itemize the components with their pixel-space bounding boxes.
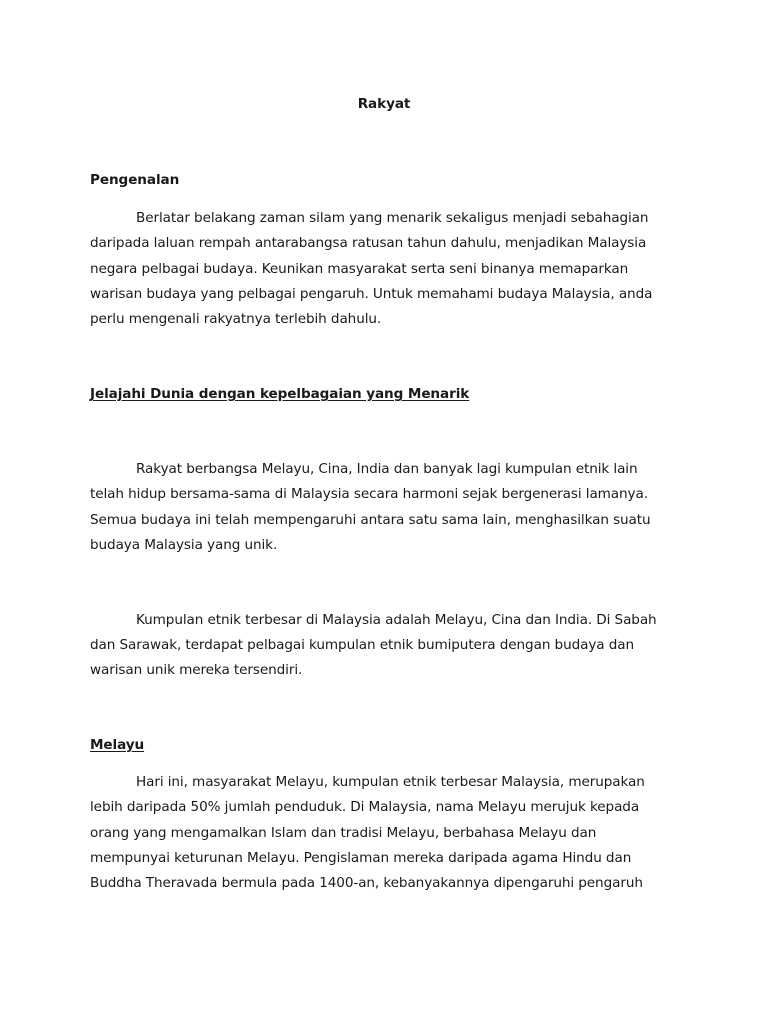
paragraph-line: orang yang mengamalkan Islam dan tradisi Melayu, berbahasa Melayu dan xyxy=(90,825,597,841)
section-heading-pengenalan: Pengenalan xyxy=(90,172,180,188)
paragraph-line: Kumpulan etnik terbesar di Malaysia adalah Melayu, Cina dan India. Di Sabah xyxy=(136,612,657,628)
paragraph-line: Berlatar belakang zaman silam yang menarik sekaligus menjadi sebahagian xyxy=(136,210,649,226)
paragraph-line: negara pelbagai budaya. Keunikan masyarakat serta seni binanya memaparkan xyxy=(90,261,629,277)
paragraph-line: budaya Malaysia yang unik. xyxy=(90,537,278,553)
section-heading-jelajahi-dunia: Jelajahi Dunia dengan kepelbagaian yang Menarik xyxy=(90,386,470,402)
paragraph-line: lebih daripada 50% jumlah penduduk. Di Malaysia, nama Melayu merujuk kepada xyxy=(90,799,640,815)
section-heading-melayu: Melayu xyxy=(90,737,145,753)
paragraph-line: warisan unik mereka tersendiri. xyxy=(90,662,303,678)
document-title: Rakyat xyxy=(357,96,411,112)
paragraph-line: Buddha Theravada bermula pada 1400-an, kebanyakannya dipengaruhi pengaruh xyxy=(90,875,643,891)
paragraph-line: telah hidup bersama-sama di Malaysia secara harmoni sejak bergenerasi lamanya. xyxy=(90,486,648,502)
paragraph-line: perlu mengenali rakyatnya terlebih dahulu. xyxy=(90,311,382,327)
paragraph-line: dan Sarawak, terdapat pelbagai kumpulan etnik bumiputera dengan budaya dan xyxy=(90,637,635,653)
paragraph-line: Hari ini, masyarakat Melayu, kumpulan etnik terbesar Malaysia, merupakan xyxy=(136,774,645,790)
paragraph-line: Semua budaya ini telah mempengaruhi antara satu sama lain, menghasilkan suatu xyxy=(90,512,651,528)
paragraph-line: daripada laluan rempah antarabangsa ratusan tahun dahulu, menjadikan Malaysia xyxy=(90,235,647,251)
paragraph-line: mempunyai keturunan Melayu. Pengislaman mereka daripada agama Hindu dan xyxy=(90,850,632,866)
paragraph-line: Rakyat berbangsa Melayu, Cina, India dan banyak lagi kumpulan etnik lain xyxy=(136,461,638,477)
paragraph-line: warisan budaya yang pelbagai pengaruh. Untuk memahami budaya Malaysia, anda xyxy=(90,286,653,302)
